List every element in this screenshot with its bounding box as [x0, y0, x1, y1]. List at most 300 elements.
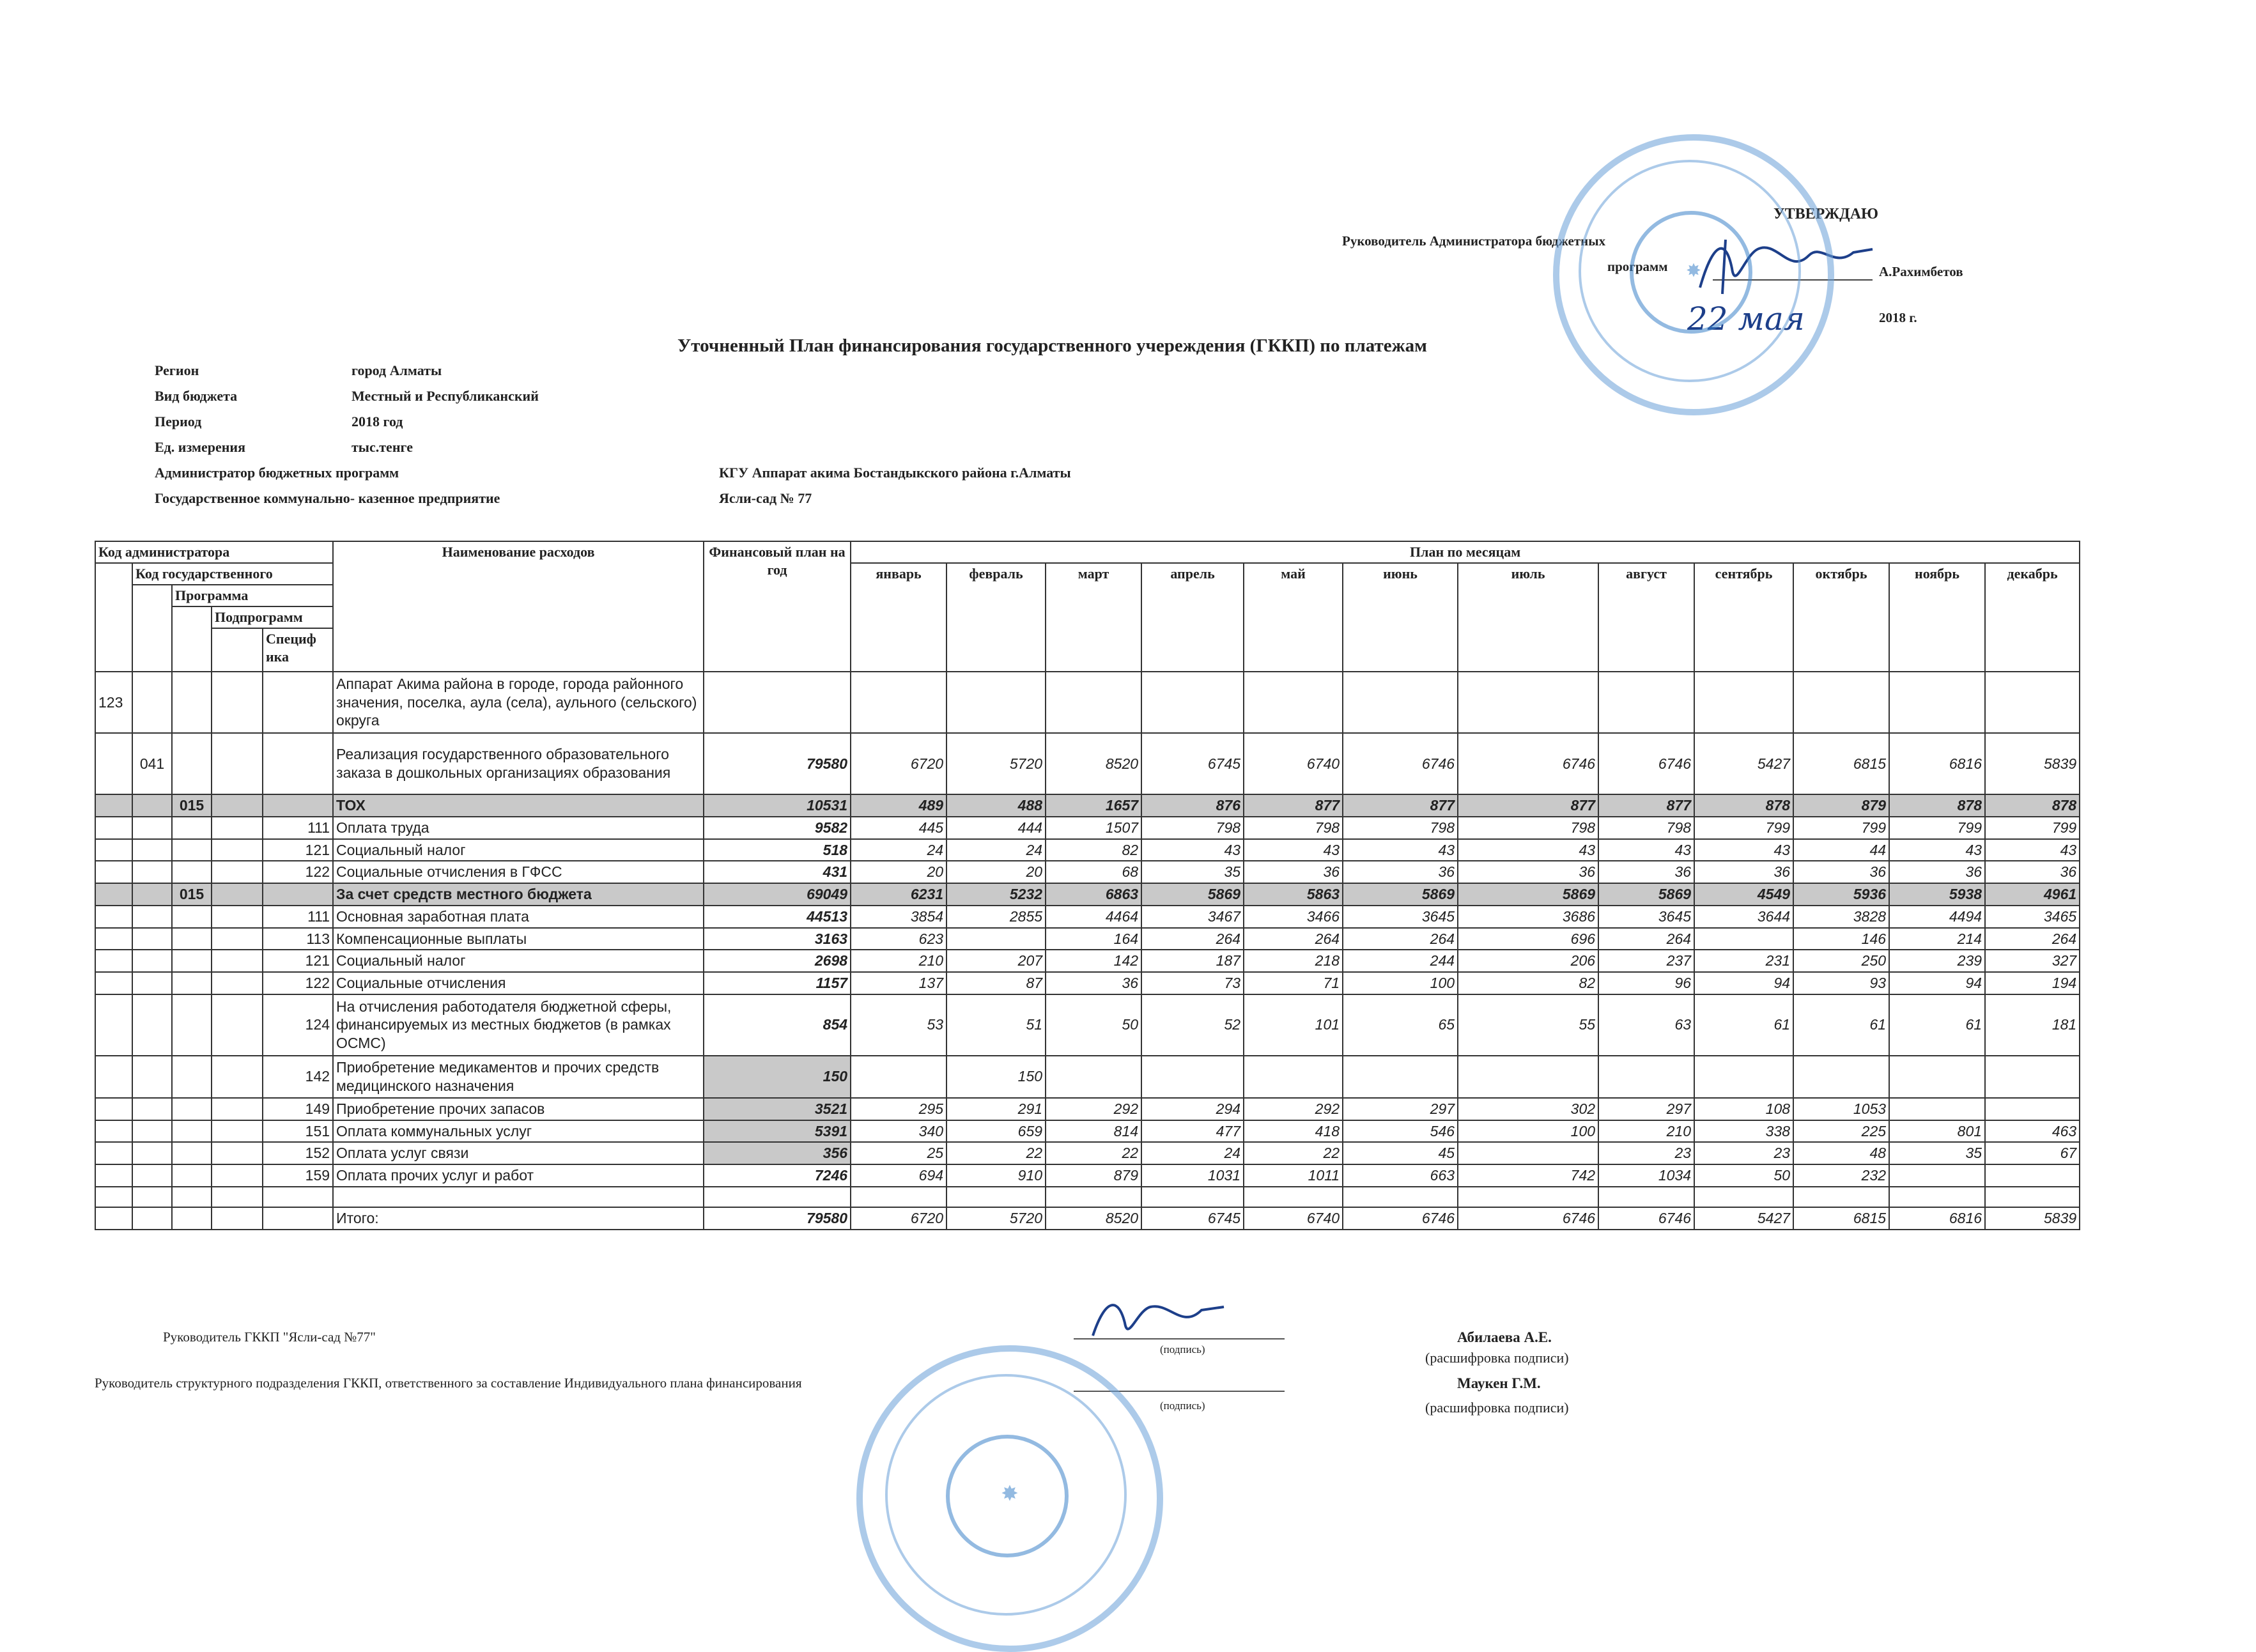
month-value-cell: 294: [1141, 1098, 1244, 1120]
month-value-cell: 73: [1141, 972, 1244, 994]
specific-code-cell: 122: [263, 861, 333, 883]
gov-code-cell: [132, 906, 172, 928]
approve-year: 2018 г.: [1879, 310, 1917, 325]
gov-code-cell: [132, 883, 172, 906]
month-value-cell: [851, 672, 946, 733]
gov-code-cell: [132, 1164, 172, 1187]
program-code-cell: [172, 1187, 212, 1207]
month-value-cell: [946, 928, 1046, 950]
head-signature: [1086, 1291, 1227, 1348]
meta-label-period: Период: [155, 413, 202, 429]
month-value-cell: [1793, 1187, 1889, 1207]
table-row: [95, 994, 2080, 1056]
month-value-cell: 3465: [1985, 906, 2080, 928]
gov-code-cell: 041: [132, 733, 172, 794]
annual-plan-cell: 431: [704, 861, 851, 883]
month-value-cell: 44: [1793, 839, 1889, 861]
month-value-cell: 6815: [1793, 733, 1889, 794]
month-value-cell: [1889, 1187, 1985, 1207]
month-value-cell: [1141, 1187, 1244, 1207]
expense-name-cell: Приобретение прочих запасов: [333, 1098, 704, 1120]
month-value-cell: 5427: [1694, 733, 1793, 794]
footer-head-label: Руководитель ГККП "Ясли-сад №77": [163, 1329, 376, 1345]
month-value-cell: 225: [1793, 1120, 1889, 1143]
month-value-cell: 663: [1343, 1164, 1458, 1187]
annual-plan-cell: 518: [704, 839, 851, 861]
gov-code-cell: [132, 1142, 172, 1164]
month-value-cell: 444: [946, 817, 1046, 839]
month-value-cell: 108: [1694, 1098, 1793, 1120]
month-value-cell: 5839: [1985, 1207, 2080, 1230]
program-code-cell: [172, 1207, 212, 1230]
subprogram-code-cell: [212, 1120, 263, 1143]
month-value-cell: 5938: [1889, 883, 1985, 906]
program-code-cell: 015: [172, 794, 212, 817]
month-value-cell: 6746: [1598, 1207, 1694, 1230]
expense-name-cell: Оплата коммунальных услуг: [333, 1120, 704, 1143]
annual-plan-cell: 79580: [704, 733, 851, 794]
admin-code-cell: [95, 994, 132, 1056]
month-value-cell: 799: [1985, 817, 2080, 839]
expense-name-cell: На отчисления работодателя бюджетной сферы, финансируемых из местных бюджетов (в рамках ОСМС): [333, 994, 704, 1056]
month-value-cell: 36: [1046, 972, 1141, 994]
month-value-cell: [1046, 672, 1141, 733]
month-value-cell: 1053: [1793, 1098, 1889, 1120]
month-value-cell: [1458, 1142, 1598, 1164]
month-value-cell: [1141, 672, 1244, 733]
month-value-cell: [1985, 672, 2080, 733]
month-value-cell: 94: [1694, 972, 1793, 994]
month-value-cell: 101: [1244, 994, 1343, 1056]
specific-code-cell: [263, 733, 333, 794]
specific-code-cell: 122: [263, 972, 333, 994]
month-value-cell: 6815: [1793, 1207, 1889, 1230]
admin-code-cell: [95, 928, 132, 950]
month-value-cell: [1985, 1056, 2080, 1098]
month-value-cell: 659: [946, 1120, 1046, 1143]
subprogram-code-cell: [212, 672, 263, 733]
month-value-cell: 5720: [946, 1207, 1046, 1230]
month-value-cell: 43: [1889, 839, 1985, 861]
month-value-cell: 35: [1889, 1142, 1985, 1164]
specific-code-cell: 159: [263, 1164, 333, 1187]
program-code-cell: [172, 672, 212, 733]
month-value-cell: [1985, 1164, 2080, 1187]
table-row: [95, 1056, 2080, 1098]
month-value-cell: 61: [1793, 994, 1889, 1056]
subprogram-code-cell: [212, 1207, 263, 1230]
month-value-cell: 87: [946, 972, 1046, 994]
month-value-cell: 36: [1985, 861, 2080, 883]
month-value-cell: 694: [851, 1164, 946, 1187]
month-value-cell: 164: [1046, 928, 1141, 950]
month-value-cell: [1598, 1187, 1694, 1207]
month-value-cell: 6745: [1141, 1207, 1244, 1230]
month-value-cell: 876: [1141, 794, 1244, 817]
month-value-cell: 910: [946, 1164, 1046, 1187]
month-value-cell: 137: [851, 972, 946, 994]
month-value-cell: [1985, 1098, 2080, 1120]
month-value-cell: 82: [1458, 972, 1598, 994]
month-value-cell: 51: [946, 994, 1046, 1056]
meta-value-enterprise: Ясли-сад № 77: [719, 490, 812, 506]
month-value-cell: [1244, 672, 1343, 733]
annual-plan-cell: 79580: [704, 1207, 851, 1230]
month-value-cell: 36: [1793, 861, 1889, 883]
month-value-cell: [1793, 672, 1889, 733]
month-value-cell: [1985, 1187, 2080, 1207]
month-value-cell: [1598, 1056, 1694, 1098]
specific-code-cell: [263, 794, 333, 817]
meta-label-unit: Ед. измерения: [155, 439, 246, 455]
month-value-cell: 100: [1343, 972, 1458, 994]
expense-name-cell: [333, 1187, 704, 1207]
month-value-cell: 35: [1141, 861, 1244, 883]
month-value-cell: 250: [1793, 950, 1889, 972]
subprogram-code-cell: [212, 906, 263, 928]
month-value-cell: 36: [1694, 861, 1793, 883]
month-value-cell: [1458, 1056, 1598, 1098]
month-value-cell: 43: [1244, 839, 1343, 861]
month-value-cell: 4464: [1046, 906, 1141, 928]
month-value-cell: [1793, 1056, 1889, 1098]
month-value-cell: 4549: [1694, 883, 1793, 906]
month-value-cell: 20: [946, 861, 1046, 883]
month-value-cell: [1343, 1187, 1458, 1207]
program-code-cell: [172, 817, 212, 839]
month-value-cell: 877: [1244, 794, 1343, 817]
month-value-cell: 206: [1458, 950, 1598, 972]
specific-code-cell: [263, 883, 333, 906]
gov-code-cell: [132, 817, 172, 839]
admin-code-cell: [95, 950, 132, 972]
expense-name-cell: Приобретение медикаментов и прочих средств медицинского назначения: [333, 1056, 704, 1098]
month-value-cell: 22: [1244, 1142, 1343, 1164]
footer-head-sig-caption: (подпись): [1160, 1343, 1205, 1355]
month-header: сентябрь: [1694, 563, 1793, 672]
admin-code-cell: [95, 1098, 132, 1120]
specific-code-cell: 121: [263, 950, 333, 972]
month-value-cell: 6746: [1343, 1207, 1458, 1230]
specific-code-cell: [263, 1207, 333, 1230]
month-value-cell: 82: [1046, 839, 1141, 861]
month-value-cell: [1343, 672, 1458, 733]
month-value-cell: 22: [1046, 1142, 1141, 1164]
admin-code-cell: [95, 1187, 132, 1207]
month-value-cell: 94: [1889, 972, 1985, 994]
specific-code-cell: 121: [263, 839, 333, 861]
meta-value-admin: КГУ Аппарат акима Бостандыкского района г.Алматы: [719, 465, 1071, 481]
month-value-cell: 96: [1598, 972, 1694, 994]
table-row: [95, 672, 2080, 733]
table-row: [95, 839, 2080, 861]
specific-code-cell: [263, 1187, 333, 1207]
month-value-cell: [946, 1187, 1046, 1207]
month-value-cell: 3644: [1694, 906, 1793, 928]
expense-name-cell: Оплата услуг связи: [333, 1142, 704, 1164]
table-row: [95, 1120, 2080, 1143]
subprogram-code-cell: [212, 883, 263, 906]
program-code-cell: [172, 950, 212, 972]
month-value-cell: 36: [1244, 861, 1343, 883]
month-value-cell: [1343, 1056, 1458, 1098]
month-value-cell: 43: [1458, 839, 1598, 861]
month-value-cell: 61: [1694, 994, 1793, 1056]
month-value-cell: 292: [1046, 1098, 1141, 1120]
month-value-cell: 264: [1343, 928, 1458, 950]
month-value-cell: 463: [1985, 1120, 2080, 1143]
month-value-cell: 24: [946, 839, 1046, 861]
meta-value-period: 2018 год: [352, 413, 403, 429]
month-value-cell: 22: [946, 1142, 1046, 1164]
month-value-cell: 742: [1458, 1164, 1598, 1187]
month-value-cell: 63: [1598, 994, 1694, 1056]
subprogram-code-cell: [212, 1142, 263, 1164]
header-gov-code: Код государственного: [132, 563, 333, 585]
admin-code-cell: [95, 794, 132, 817]
annual-plan-cell: 1157: [704, 972, 851, 994]
annual-plan-cell: 150: [704, 1056, 851, 1098]
month-value-cell: 340: [851, 1120, 946, 1143]
month-value-cell: 5839: [1985, 733, 2080, 794]
month-value-cell: 1657: [1046, 794, 1141, 817]
program-code-cell: [172, 1056, 212, 1098]
admin-code-cell: [95, 972, 132, 994]
month-value-cell: 799: [1793, 817, 1889, 839]
subprogram-code-cell: [212, 817, 263, 839]
month-value-cell: 297: [1343, 1098, 1458, 1120]
gov-code-cell: [132, 1207, 172, 1230]
month-value-cell: 52: [1141, 994, 1244, 1056]
program-code-cell: [172, 906, 212, 928]
month-header: октябрь: [1793, 563, 1889, 672]
month-value-cell: 6816: [1889, 733, 1985, 794]
annual-plan-cell: 356: [704, 1142, 851, 1164]
table-row: [95, 733, 2080, 794]
month-value-cell: 327: [1985, 950, 2080, 972]
program-code-cell: [172, 861, 212, 883]
month-value-cell: 877: [1343, 794, 1458, 817]
month-value-cell: 798: [1458, 817, 1598, 839]
expense-name-cell: Социальные отчисления: [333, 972, 704, 994]
month-value-cell: 445: [851, 817, 946, 839]
month-value-cell: [946, 672, 1046, 733]
month-value-cell: 67: [1985, 1142, 2080, 1164]
month-value-cell: 48: [1793, 1142, 1889, 1164]
gov-code-cell: [132, 972, 172, 994]
approve-role-line1: Руководитель Администратора бюджетных: [1342, 233, 1606, 249]
month-value-cell: 194: [1985, 972, 2080, 994]
admin-code-cell: [95, 1142, 132, 1164]
gov-code-cell: [132, 861, 172, 883]
month-value-cell: 210: [851, 950, 946, 972]
table-row: [95, 950, 2080, 972]
table-row: [95, 1164, 2080, 1187]
month-value-cell: 879: [1046, 1164, 1141, 1187]
month-value-cell: 232: [1793, 1164, 1889, 1187]
month-value-cell: 3466: [1244, 906, 1343, 928]
table-row: [95, 1187, 2080, 1207]
month-value-cell: 23: [1598, 1142, 1694, 1164]
month-value-cell: [1889, 672, 1985, 733]
expense-name-cell: Реализация государственного образовательного заказа в дошкольных организациях образования: [333, 733, 704, 794]
month-value-cell: 696: [1458, 928, 1598, 950]
month-value-cell: 623: [851, 928, 946, 950]
program-code-cell: 015: [172, 883, 212, 906]
subprogram-code-cell: [212, 1187, 263, 1207]
program-code-cell: [172, 733, 212, 794]
month-value-cell: 43: [1985, 839, 2080, 861]
specific-code-cell: 142: [263, 1056, 333, 1098]
specific-code-cell: 149: [263, 1098, 333, 1120]
month-value-cell: 218: [1244, 950, 1343, 972]
table-row: [95, 972, 2080, 994]
month-value-cell: 5720: [946, 733, 1046, 794]
month-value-cell: 798: [1244, 817, 1343, 839]
annual-plan-cell: [704, 672, 851, 733]
month-value-cell: 3645: [1343, 906, 1458, 928]
subprogram-code-cell: [212, 794, 263, 817]
gov-code-cell: [132, 839, 172, 861]
month-value-cell: 6720: [851, 1207, 946, 1230]
month-value-cell: 55: [1458, 994, 1598, 1056]
month-value-cell: 71: [1244, 972, 1343, 994]
month-header: апрель: [1141, 563, 1244, 672]
month-value-cell: 61: [1889, 994, 1985, 1056]
month-value-cell: 292: [1244, 1098, 1343, 1120]
official-seal-bottom: [856, 1345, 1163, 1652]
month-value-cell: 6746: [1598, 733, 1694, 794]
month-value-cell: 4961: [1985, 883, 2080, 906]
month-value-cell: 6740: [1244, 1207, 1343, 1230]
month-value-cell: 2855: [946, 906, 1046, 928]
month-value-cell: 3828: [1793, 906, 1889, 928]
admin-code-cell: [95, 906, 132, 928]
month-value-cell: 3645: [1598, 906, 1694, 928]
expense-name-cell: Социальный налог: [333, 839, 704, 861]
month-header: февраль: [946, 563, 1046, 672]
month-value-cell: 50: [1694, 1164, 1793, 1187]
month-value-cell: 3467: [1141, 906, 1244, 928]
meta-label-admin: Администратор бюджетных программ: [155, 465, 399, 481]
month-value-cell: 5427: [1694, 1207, 1793, 1230]
month-value-cell: 801: [1889, 1120, 1985, 1143]
month-value-cell: 6740: [1244, 733, 1343, 794]
month-value-cell: [1046, 1187, 1141, 1207]
month-header: ноябрь: [1889, 563, 1985, 672]
month-value-cell: 100: [1458, 1120, 1598, 1143]
program-code-cell: [172, 1164, 212, 1187]
approve-name: А.Рахимбетов: [1879, 264, 1963, 279]
approve-role-line2: программ: [1607, 259, 1668, 274]
seal-star-icon: ✸: [1687, 261, 1701, 280]
month-value-cell: 231: [1694, 950, 1793, 972]
specific-code-cell: 151: [263, 1120, 333, 1143]
month-value-cell: 53: [851, 994, 946, 1056]
month-value-cell: 264: [1141, 928, 1244, 950]
subprogram-code-cell: [212, 1098, 263, 1120]
month-value-cell: 3854: [851, 906, 946, 928]
annual-plan-cell: 3163: [704, 928, 851, 950]
month-header: декабрь: [1985, 563, 2080, 672]
month-value-cell: 877: [1598, 794, 1694, 817]
month-value-cell: 338: [1694, 1120, 1793, 1143]
header-expense-name: Наименование расходов: [333, 541, 704, 672]
admin-code-cell: [95, 861, 132, 883]
gov-code-cell: [132, 950, 172, 972]
month-value-cell: [1458, 672, 1598, 733]
footer-head-decode: (расшифровка подписи): [1425, 1350, 1569, 1366]
header-annual-plan: Финансовый план на год: [704, 541, 851, 672]
month-value-cell: 798: [1343, 817, 1458, 839]
admin-code-cell: [95, 1120, 132, 1143]
table-row: [95, 817, 2080, 839]
program-code-cell: [172, 972, 212, 994]
month-value-cell: 146: [1793, 928, 1889, 950]
table-row: [95, 794, 2080, 817]
footer-struct-name: Маукен Г.М.: [1457, 1375, 1541, 1391]
admin-code-cell: [95, 1207, 132, 1230]
subprogram-code-cell: [212, 1164, 263, 1187]
specific-code-cell: 124: [263, 994, 333, 1056]
admin-code-cell: [95, 1056, 132, 1098]
month-value-cell: 6231: [851, 883, 946, 906]
subprogram-code-cell: [212, 972, 263, 994]
annual-plan-cell: 854: [704, 994, 851, 1056]
program-code-cell: [172, 1142, 212, 1164]
month-value-cell: 799: [1889, 817, 1985, 839]
expense-name-cell: Основная заработная плата: [333, 906, 704, 928]
month-value-cell: 799: [1694, 817, 1793, 839]
annual-plan-cell: 44513: [704, 906, 851, 928]
month-value-cell: 20: [851, 861, 946, 883]
month-value-cell: 181: [1985, 994, 2080, 1056]
approve-title: УТВЕРЖДАЮ: [1773, 206, 1879, 222]
annual-plan-cell: 69049: [704, 883, 851, 906]
month-value-cell: [1244, 1056, 1343, 1098]
month-value-cell: 5232: [946, 883, 1046, 906]
gov-code-cell: [132, 1098, 172, 1120]
subprogram-code-cell: [212, 839, 263, 861]
month-value-cell: [1694, 672, 1793, 733]
month-value-cell: 418: [1244, 1120, 1343, 1143]
meta-label-enterprise: Государственное коммунально- казенное предприятие: [155, 490, 500, 506]
month-value-cell: 6746: [1343, 733, 1458, 794]
subprogram-code-cell: [212, 733, 263, 794]
admin-code-cell: [95, 733, 132, 794]
expense-name-cell: Компенсационные выплаты: [333, 928, 704, 950]
month-value-cell: 244: [1343, 950, 1458, 972]
month-value-cell: [1598, 672, 1694, 733]
month-value-cell: 546: [1343, 1120, 1458, 1143]
specific-code-cell: 111: [263, 817, 333, 839]
gov-code-cell: [132, 1187, 172, 1207]
month-value-cell: [1694, 1187, 1793, 1207]
specific-code-cell: 111: [263, 906, 333, 928]
table-row: [95, 861, 2080, 883]
month-value-cell: 207: [946, 950, 1046, 972]
month-value-cell: 6745: [1141, 733, 1244, 794]
month-header: июль: [1458, 563, 1598, 672]
meta-value-unit: тыс.тенге: [352, 439, 413, 455]
header-admin-code: Код администратора: [95, 541, 333, 563]
month-value-cell: 798: [1598, 817, 1694, 839]
annual-plan-cell: 3521: [704, 1098, 851, 1120]
expense-name-cell: Оплата прочих услуг и работ: [333, 1164, 704, 1187]
specific-code-cell: 152: [263, 1142, 333, 1164]
month-value-cell: 477: [1141, 1120, 1244, 1143]
month-value-cell: [1244, 1187, 1343, 1207]
